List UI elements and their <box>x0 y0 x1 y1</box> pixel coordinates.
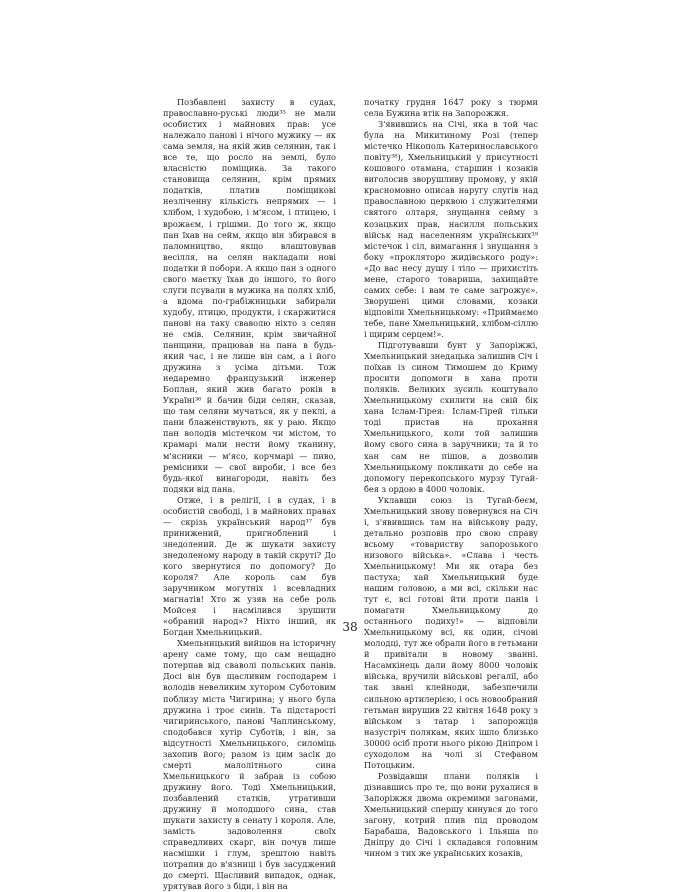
paragraph: Отже, і в релігії, і в судах, і в особистій свободі, і в майнових правах — скрізь український народ³⁷ був принижений, пригноблений і знедолений. Де ж шукати захисту знедоленому народу в такій скруті? До кого звернутися по допомогу? До короля? Але король сам був заручником могутніх і всевладних магнатів! Хто ж узяв на себе роль Мойсея і насмілився зрушити «обраний народ»? Ніхто інший, як Богдан Хмельницький. <box>163 494 336 638</box>
paragraph: Розвідавши плани поляків і дізнавшись про те, що вони рухалися в Запоріжжя двома окремими загонами, Хмельницький спершу кинувся до того загону, котрий плив під проводом Барабаша, Вадовського і Ільяша по Дніпру до Січі і складався головним чином з тих же українських козаків, <box>364 770 538 859</box>
right-text-column <box>364 97 538 859</box>
paragraph: Хмельницький вийшов на історичну арену саме тому, що сам нещадно потерпав від сваволі польських панів. Досі він був щасливим господарем і володів невеликим хутором Суботовим поблизу міста Чигирина; у нього була дружина і троє синів. Та підстарості чигиринського, панові Чаплинському, сподобався хутір Суботів, і він, за відсутності Хмельницького, силоміць захопив його; разом із цим засік до смерті малолітнього сина Хмельницького й забрав із собою дружину його. Тоді Хмельницький, позбавлений статків, утративши дружину й молодшого сина, став шукати захисту в сенату і короля. Але, замість задоволення своїх справедливих скарг, він почув лише насмішки і глум, зрештою навіть потрапив до в'язниці і був засуджений до смерті. Щасливий випадок, однак, урятував його з біди, і він на <box>163 638 336 892</box>
paragraph: З'явившись на Січі, яка в той час була на Микитиному Розі (тепер містечко Нікополь Катеринославського повіту³⁸), Хмельницький у присутності кошового отамана, старшин і козаків виголосив зворушливу промову, у якій красномовно описав наругу слугів над православною церквою і служителями святого олтаря, знущання сейму з козацьких прав, насилля польських військ над населенням українських³⁹ містечок і сіл, вимагання і знущання з боку «прокляторо жидівського роду»: «До вас несу душу і тіло — прихистіть мене, старого товариша, захищайте самих себе: і вам те саме загрожує». Зворушені цими словами, козаки відповіли Хмельницькому: «Приймаємо тебе, пане Хмельницький, хлібом-сіллю і щирим серцем!». <box>364 119 538 339</box>
paragraph: Підготувавши бунт у Запоріжжі, Хмельницький знедацька залишив Січ і поїхав із сином Тимошем до Криму просити допомоги в хана проти поляків. Великих зусиль коштувало Хмельницькому схилити на свій бік хана Іслам-Гірея: Іслам-Гірей тільки тоді пристав на прохання Хмельницького, коли той залишив йому свого сина в заручники; та й то хан сам не пішов, а дозволив Хмельницькому покликати до себе на допомогу перекопського мурзу Тугай-бея з ордою в 4000 чоловік. <box>364 340 538 494</box>
page-number: 38 <box>342 620 358 634</box>
left-text-column <box>163 97 336 892</box>
paragraph: Позбавлені захисту в судах, православно-руські люди³⁵ не мали особистих і майнових прав: усе належало панові і нічого мужику — як сама земля, на якій жив селянин, так і все те, що росло на землі, було власністю поміщика. За такого становища селянин, крім прямих податків, платив поміщикові незліченну кількість непрямих — і хлібом, і худобою, і м'ясом, і птицею, і врожаєм, і грішми. До того ж, якщо пан їхав на сейм, якщо він збирався в паломництво, якщо влаштовував весілля, на селян накладали нові податки й побори. А якщо пан з одного свого маєтку їхав до іншого, то його слуги псували в мужика на полях хліб, а вдома по-грабіжницьки забирали худобу, птицю, продукти, і скаржитися панові на таку сваволю ніхто з селян не смів. Селянин, крім звичайної панщини, працював на пана в будь-який час, і не лише він сам, а і його дружина з усіма дітьми. Тож недаремно французький інженер Боплан, який жив багато років в Україні³⁶ й бачив біди селян, сказав, що там селяни мучаться, як у пеклі, а пани блаженствують, як у раю. Якщо пан володів містечком чи містом, то крамарі мали нести йому тканину, м'ясники — м'ясо, корчмарі — пиво, ремісники — свої вироби, і все без будь-якої винагороди, навіть без подяки від пана. <box>163 97 336 494</box>
paragraph: початку грудня 1647 року з тюрми села Бужина втік на Запорожжя. <box>364 97 538 119</box>
paragraph: Уклавши союз із Тугай-беєм, Хмельницький знову повернувся на Січ і, з'явившись там на військову раду, детально розповів про свою справу всьому «товариству запорозького низового війська». «Слава і честь Хмельницькому! Ми як отара без пастуха; хай Хмельницький буде нашим головою, а ми всі, скільки нас тут є, всі готові йти проти панів і помагати Хмельницькому до останнього подиху!» — відповіли Хмельницькому всі, як один, січові молодці, тут же обрали його в гетьмани й привітали в новому званні. Насамкінець дали йому 8000 чоловік війська, вручили військові регалії, або так звані клейноди, забезпечили сильною артилерією, і ось новообраний гетьман вирушив 22 квітня 1648 року з військом з татар і запорожців назустріч полякам, яких ішло близько 30000 осіб проти нього рікою Дніпром і суходолом на чолі зі Стефаном Потоцьким. <box>364 494 538 770</box>
